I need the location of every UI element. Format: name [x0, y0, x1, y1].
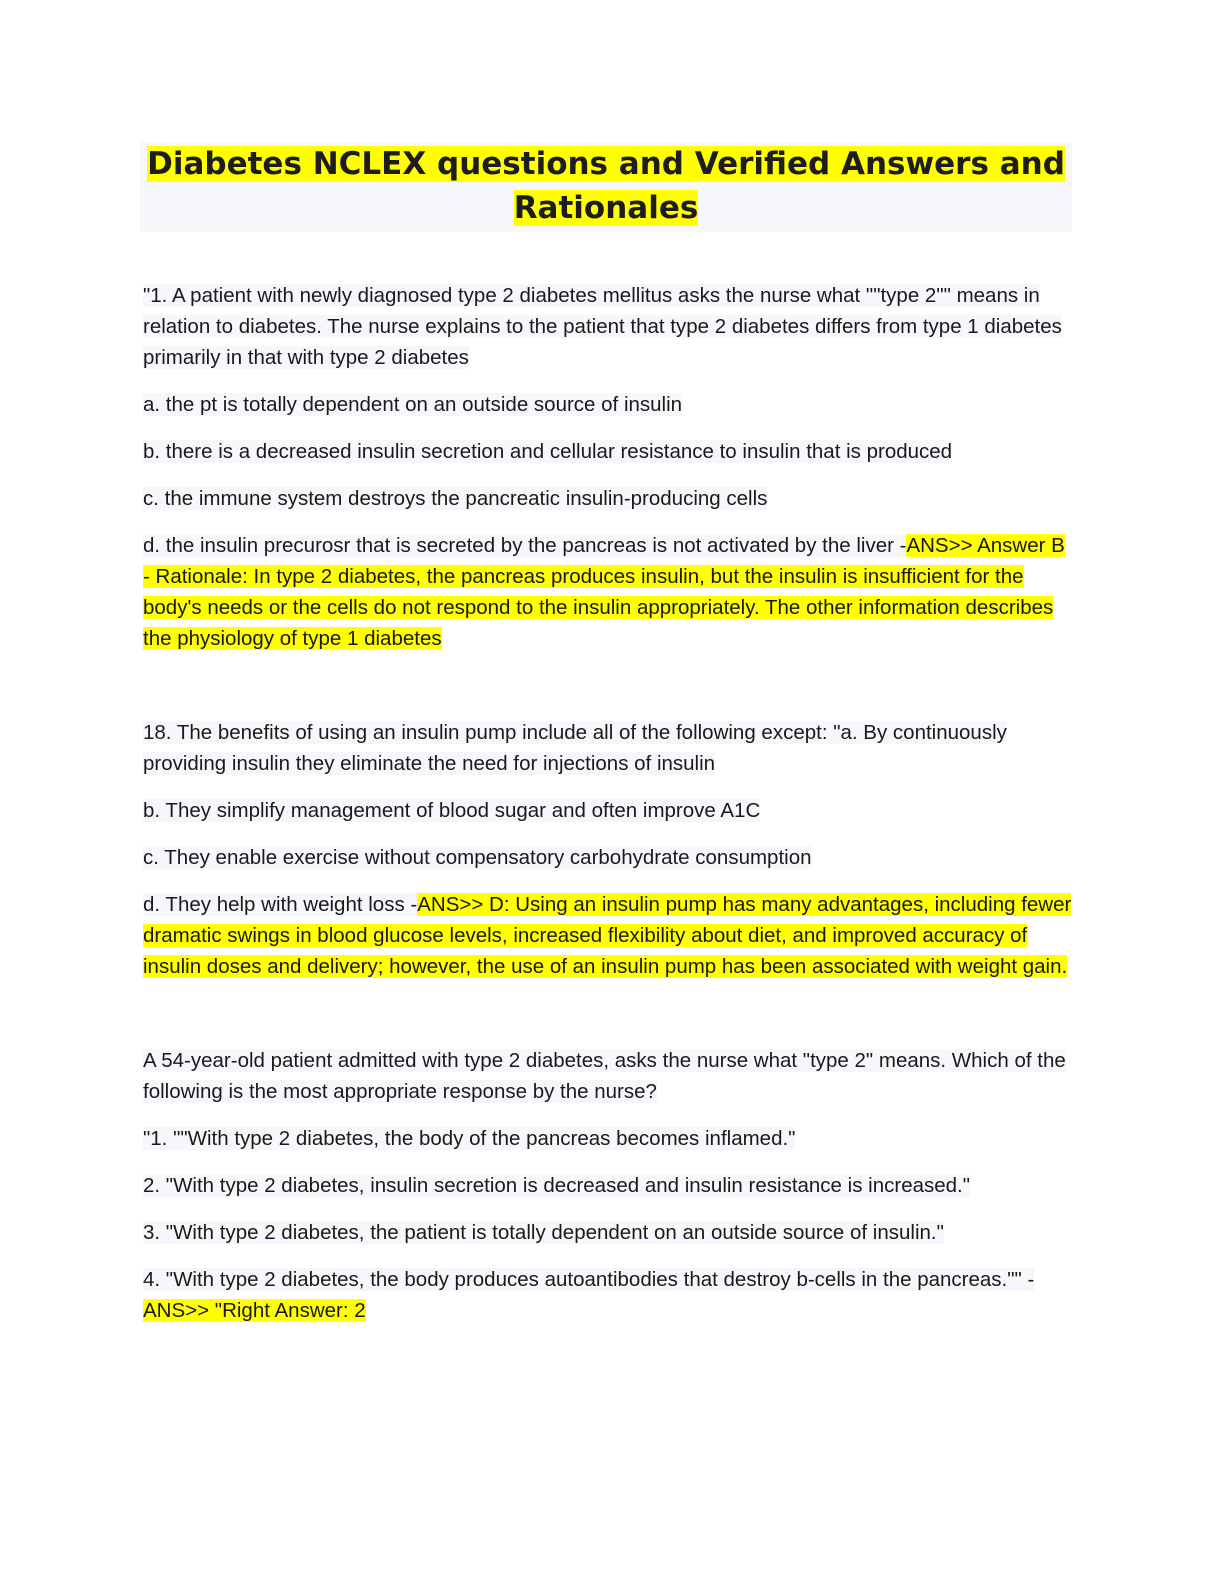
document-body — [143, 280, 1077, 1326]
question-1-stem: "1. A patient with newly diagnosed type 2 diabetes mellitus asks the nurse what ""type 2"" means in relation to diabetes. The nurse explains to the patient that type 2 diabetes differs from type 1 diabetes primarily in that with type 2 diabetes — [143, 284, 1062, 369]
question-18-option-d: d. They help with weight loss -ANS>> D: Using an insulin pump has many advantages, including fewer dramatic swings in blood glucose levels, increased flexibility about diet, and improved accuracy of insulin doses and delivery; however, the use of an insulin pump has been associated with weight gain. — [143, 893, 1072, 978]
question-18-option-c: c. They enable exercise without compensatory carbohydrate consumption — [143, 846, 812, 869]
question-3-option-2: 2. "With type 2 diabetes, insulin secretion is decreased and insulin resistance is increased." — [143, 1174, 971, 1197]
question-18-stem: 18. The benefits of using an insulin pump include all of the following except: "a. By continuously providing insulin they eliminate the need for injections of insulin — [143, 721, 1007, 775]
question-3-option-4: 4. "With type 2 diabetes, the body produces autoantibodies that destroy b-cells in the pancreas."" -ANS>> "Right Answer: 2 — [143, 1268, 1035, 1322]
question-1-answer: ANS>> Answer B - Rationale: In type 2 diabetes, the pancreas produces insulin, but the insulin is insufficient for the body's needs or the cells do not respond to the insulin appropriately. The other information describes the physiology of type 1 diabetes — [143, 534, 1065, 650]
title-line-1: Diabetes NCLEX questions and Verified Answers and — [147, 146, 1065, 182]
question-1-option-b: b. there is a decreased insulin secretion and cellular resistance to insulin that is produced — [143, 440, 953, 463]
question-3-stem: A 54-year-old patient admitted with type 2 diabetes, asks the nurse what "type 2" means. Which of the following is the most appropriate response by the nurse? — [143, 1049, 1066, 1103]
question-3-option-3: 3. "With type 2 diabetes, the patient is totally dependent on an outside source of insulin." — [143, 1221, 944, 1244]
title-line-2: Rationales — [513, 190, 699, 226]
question-1-option-d: d. the insulin precurosr that is secreted by the pancreas is not activated by the liver -ANS>> Answer B - Rationale: In type 2 diabetes, the pancreas produces insulin, but the insulin is insufficient for the body's needs or the cells do not respond to the insulin appropriately. The other information describes the physiology of type 1 diabetes — [143, 534, 1065, 650]
question-18-answer: ANS>> D: Using an insulin pump has many advantages, including fewer dramatic swings in blood glucose levels, increased flexibility about diet, and improved accuracy of insulin doses and delivery; however, the use of an insulin pump has been associated with weight gain. — [143, 893, 1072, 978]
question-1-option-a: a. the pt is totally dependent on an outside source of insulin — [143, 393, 683, 416]
question-3-option-1: "1. ""With type 2 diabetes, the body of the pancreas becomes inflamed." — [143, 1127, 796, 1150]
question-18-option-b: b. They simplify management of blood sugar and often improve A1C — [143, 799, 761, 822]
question-3-answer: ANS>> "Right Answer: 2 — [143, 1299, 366, 1322]
question-1-option-c: c. the immune system destroys the pancreatic insulin-producing cells — [143, 487, 768, 510]
document-title — [140, 142, 1072, 232]
